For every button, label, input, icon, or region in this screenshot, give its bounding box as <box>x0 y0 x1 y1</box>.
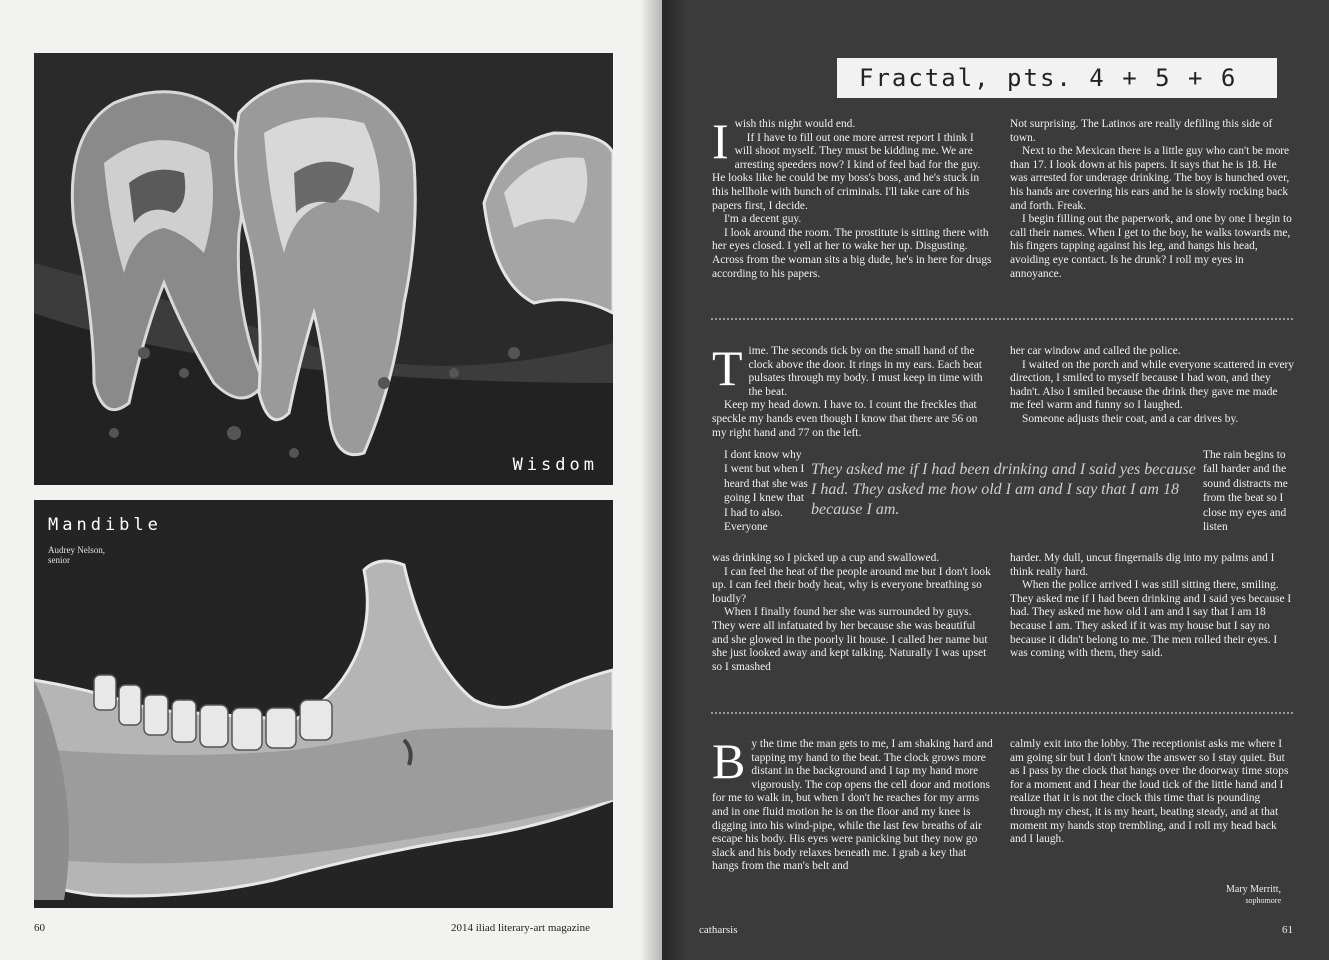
paragraph: was drinking so I picked up a cup and swallowed. <box>712 552 940 564</box>
part6-column-2 <box>1010 738 1294 847</box>
part4-dropcap: I <box>712 113 729 169</box>
magazine-name: 2014 iliad literary-art magazine <box>451 922 590 934</box>
paragraph: When I finally found her she was surrounded by guys. They were all infatuated by her because she was beautiful and she glowed in the poorly lit house. I called her name but she just looked away and kept talking. Naturally I was upset so I smashed <box>712 606 988 673</box>
paragraph: calmly exit into the lobby. The receptionist asks me where I am going sir but I don't know the answer so I stay quiet. But as I pass by the clock that hangs over the doorway time stops for a moment and I hear the loud tick of the little hand and I realize that it is not the clock this time that is pounding through my chest, it is my heart, beating steady, and at that moment my hands stop trembling, and I roll my head back and I laugh. <box>1010 738 1289 846</box>
mandible-artwork <box>34 500 613 908</box>
part4-opening: wish this night would end. <box>734 118 856 130</box>
paragraph: I begin filling out the paperwork, and one by one I begin to call their names. When I get to the boy, he walks towards me, his fingers tapping against his leg, and hangs his head, avoiding eye contact. Is he drunk? I roll my eyes in annoyance. <box>1010 213 1292 280</box>
part4-column-2 <box>1010 118 1294 281</box>
part5-dropcap: T <box>712 340 743 396</box>
author-name: Mary Merritt, <box>1226 884 1281 895</box>
author-byline <box>1226 884 1281 906</box>
paragraph: I waited on the porch and while everyone scattered in every direction, I smiled to myself because I had won, and they hadn't. Also I smiled because the drink they gave me made me feel warm and funny so I laughed. <box>1010 358 1294 412</box>
part5-opening: ime. The seconds tick by on the small hand of the clock above the door. It rings in my ears. Each beat pulsates through my body. I must keep in time with the beat. <box>748 345 983 398</box>
part5-column-1-lower <box>712 552 994 674</box>
right-page-number: 61 <box>1282 924 1293 936</box>
right-page <box>662 0 1329 960</box>
mandible-title: Mandible <box>48 515 162 535</box>
part5-wrap-right: The rain begins to fall harder and the sound distracts me from the beat so I close my eyes and listen <box>1203 449 1288 534</box>
part5-wrap-left: I dont know why I went but when I heard that she was going I knew that I had to also. Everyone <box>724 449 808 534</box>
left-page <box>0 0 662 960</box>
author-class: sophomore <box>1245 896 1281 905</box>
section-name: catharsis <box>699 924 738 936</box>
story-title: Fractal, pts. 4 + 5 + 6 <box>837 58 1277 98</box>
wisdom-artwork <box>34 53 613 485</box>
paragraph: I'm a decent guy. <box>724 213 802 226</box>
part5-column-2-lower <box>1010 552 1294 661</box>
paragraph: Someone adjusts their coat, and a car drives by. <box>1022 412 1239 425</box>
part6-opening: y the time the man gets to me, I am shaking hard and tapping my hand to the beat. The clock grows more distant in the background and I tap my hand more vigorously. The cop opens the cell door and motions for me to walk in, but when I don't he reaches for my arms and in one fluid motion he is on the floor and my knee is digging into his wind-pipe, while the last few breaths of air escape his body. His eyes were panicking but they now go slack and his body relaxes beneath me. I grab a key that hangs from the man's belt and <box>712 738 993 873</box>
paragraph: When the police arrived I was still sitting there, smiling. They asked me if I had been drinking and I said yes because I had. They asked me how old I am and I say that I am 18 because I am. They asked if it was my house but I say no because it didn't belong to me. The men rolled their eyes. I was coming with them, they said. <box>1010 579 1292 660</box>
artist-credit <box>48 545 105 565</box>
part6-dropcap: B <box>712 733 746 789</box>
artist-class: senior <box>48 555 70 565</box>
part5-column-1-upper <box>712 340 994 440</box>
paragraph: Next to the Mexican there is a little guy who can't be more than 17. I look down at his papers. It says that he is 18. He was arrested for underage drinking. The boy is hunched over, his hands are covering his ears and he is slowly rocking back and forth. Freak. <box>1010 145 1290 212</box>
left-page-number: 60 <box>34 922 45 934</box>
section-divider <box>711 712 1293 714</box>
mandible-illustration <box>34 500 613 908</box>
paragraph: Keep my head down. I have to. I count the freckles that speckle my hands even though I know that there are 56 on my right hand and 77 on the left. <box>712 399 978 439</box>
paragraph: I can feel the heat of the people around me but I don't look up. I can feel their body heat, why is everyone breathing so loudly? <box>712 565 991 605</box>
section-divider <box>711 318 1293 320</box>
paragraph: her car window and called the police. <box>1010 345 1181 357</box>
paragraph: harder. My dull, uncut fingernails dig into my palms and I think really hard. <box>1010 552 1275 578</box>
wisdom-title: Wisdom <box>512 455 598 475</box>
pull-quote: They asked me if I had been drinking and I said yes because I had. They asked me how old I am and I say that I am 18 because I am. <box>811 461 1196 518</box>
paragraph: Not surprising. The Latinos are really defiling this side of town. <box>1010 118 1273 144</box>
paragraph: I look around the room. The prostitute is sitting there with her eyes closed. I yell at her to wake her up. Disgusting. Across from the woman sits a big dude, he's in here for drugs according to his papers. <box>712 226 992 280</box>
part5-column-2-upper <box>1010 345 1294 427</box>
artist-name: Audrey Nelson, <box>48 545 105 555</box>
part6-column-1 <box>712 733 994 874</box>
part4-column-1 <box>712 113 994 281</box>
wisdom-teeth-illustration <box>34 53 613 485</box>
paragraph: If I have to fill out one more arrest report I think I will shoot myself. They must be kidding me. We are arresting speeders now? I kind of feel bad for the guy. He looks like he could be my boss's boss, and he's stuck in this hellhole with bunch of criminals. I'll take care of his papers first, I decide. <box>712 131 981 212</box>
